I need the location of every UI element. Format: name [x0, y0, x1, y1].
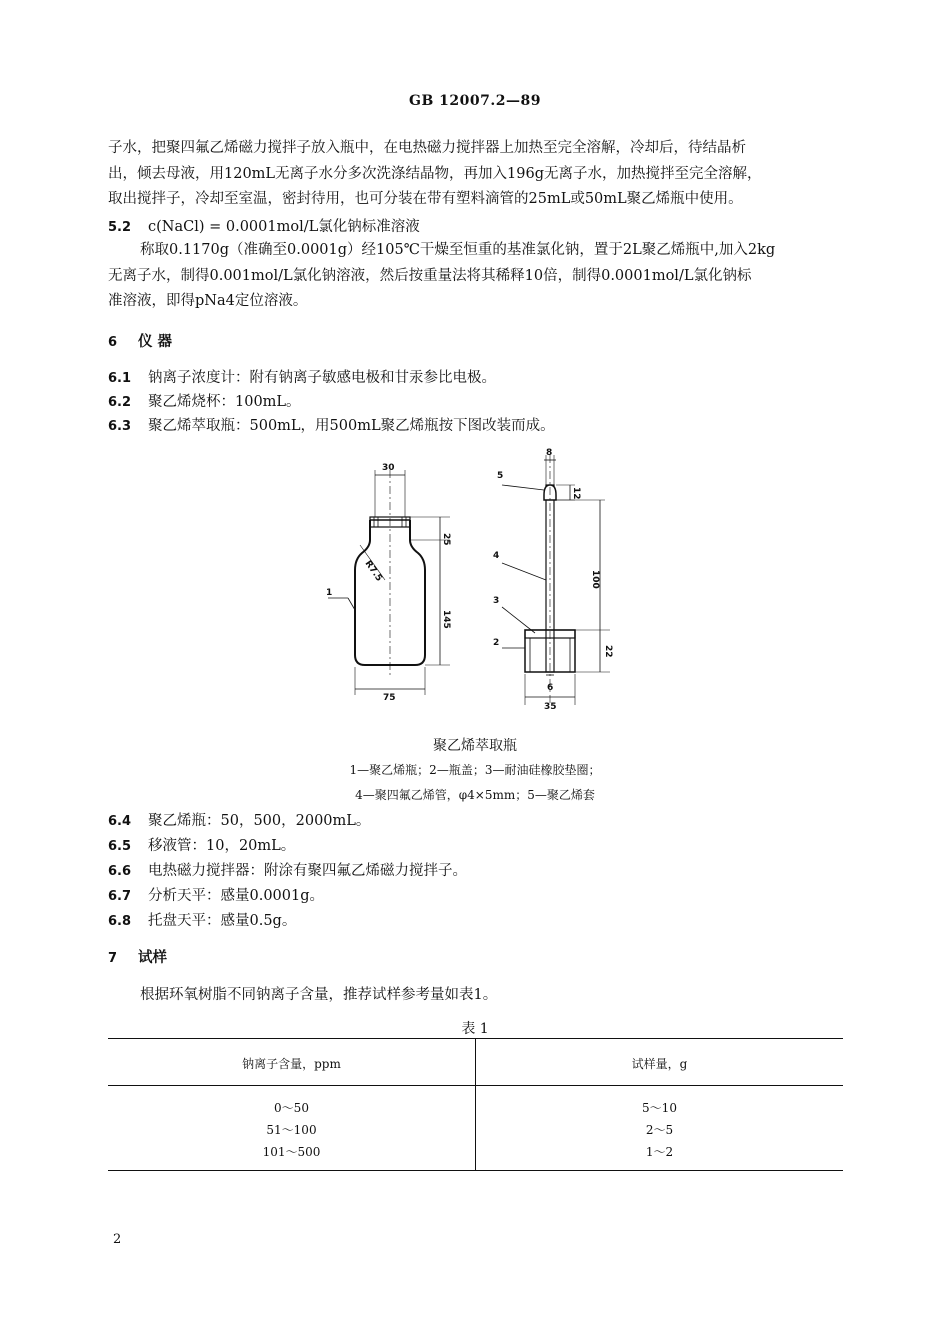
dim-22: 22 — [603, 645, 613, 658]
table-title: 表 1 — [461, 1021, 489, 1037]
extraction-bottle-drawing — [310, 445, 640, 715]
item-text: 电热磁力搅拌器：附涂有聚四氟乙烯磁力搅拌子。 — [148, 863, 467, 879]
item-number: 6.1 — [108, 371, 132, 386]
item-6-8 — [108, 909, 296, 930]
section-number: 6 — [108, 335, 118, 350]
bottle-left-dims — [326, 463, 451, 703]
item-number: 6.7 — [108, 889, 132, 904]
item-6-2 — [108, 390, 301, 411]
table-cell: 101～500 — [262, 1145, 321, 1159]
section-title: c(NaCl) = 0.0001mol/L氯化钠标准溶液 — [148, 219, 420, 235]
paragraph-continuation — [108, 136, 848, 213]
item-6-3 — [108, 414, 555, 435]
item-6-1 — [108, 366, 496, 387]
item-text: 钠离子浓度计：附有钠离子敏感电极和甘汞参比电极。 — [148, 370, 496, 386]
item-6-6 — [108, 859, 467, 880]
item-number: 6.8 — [108, 914, 132, 929]
table-header-cell: 钠离子含量，ppm — [242, 1057, 341, 1071]
section-title: 仪 器 — [138, 333, 173, 350]
section-number: 7 — [108, 951, 118, 966]
table-cell: 51～100 — [266, 1123, 317, 1137]
dim-100: 100 — [590, 570, 600, 589]
dim-35: 35 — [544, 702, 557, 712]
callout-4: 4 — [493, 551, 500, 561]
paragraph-5-2 — [108, 238, 848, 315]
callout-1: 1 — [326, 588, 333, 598]
page-header: GB 12007.2—89 — [409, 93, 541, 109]
table-bottom-rule — [108, 1170, 843, 1171]
text-line: 准溶液，即得pNa4定位溶液。 — [108, 293, 308, 309]
dim-145: 145 — [441, 610, 451, 629]
section-number: 5.2 — [108, 220, 132, 235]
item-number: 6.5 — [108, 839, 132, 854]
section-7-heading — [108, 946, 167, 967]
dim-30: 30 — [382, 463, 395, 473]
section-6-heading — [108, 330, 172, 351]
dim-12: 12 — [571, 487, 581, 500]
dim-6: 6 — [547, 683, 554, 693]
item-number: 6.2 — [108, 395, 132, 410]
table-cell: 0～50 — [274, 1101, 309, 1115]
figure-legend-line-1: 1—聚乙烯瓶；2—瓶盖；3—耐油硅橡胶垫圈； — [349, 763, 601, 777]
item-text: 分析天平：感量0.0001g。 — [148, 888, 325, 904]
item-6-7 — [108, 884, 324, 905]
text-line: 子水，把聚四氟乙烯磁力搅拌子放入瓶中，在电热磁力搅拌器上加热至完全溶解，冷却后，待结晶析 — [108, 140, 746, 156]
dim-25: 25 — [441, 533, 451, 546]
callout-3: 3 — [493, 596, 500, 606]
dim-8: 8 — [546, 448, 553, 458]
dim-75: 75 — [383, 693, 396, 703]
item-number: 6.4 — [108, 814, 132, 829]
table-cell: 1～2 — [645, 1145, 674, 1159]
page-number: 2 — [113, 1232, 122, 1247]
figure-legend-line-2: 4—聚四氟乙烯管，φ4×5mm；5—聚乙烯套 — [355, 788, 595, 802]
text-line: 称取0.1170g（准确至0.0001g）经105℃干燥至恒重的基准氯化钠，置于2L聚乙烯瓶中,加入2kg — [140, 242, 776, 258]
bottle-left-view — [328, 470, 450, 695]
paragraph-7: 根据环氧树脂不同钠离子含量，推荐试样参考量如表1。 — [140, 987, 498, 1003]
item-text: 聚乙烯萃取瓶：500mL，用500mL聚乙烯瓶按下图改装而成。 — [148, 418, 555, 434]
section-title: 试样 — [138, 949, 167, 966]
figure-title: 聚乙烯萃取瓶 — [433, 738, 517, 754]
table-header-cell: 试样量，g — [631, 1057, 688, 1071]
dim-r75: R7.5 — [362, 558, 384, 584]
item-6-5 — [108, 834, 295, 855]
text-line: 出，倾去母液，用120mL无离子水分多次洗涤结晶物，再加入196g无离子水，加热搅拌至完全溶解， — [108, 165, 762, 182]
item-6-4 — [108, 809, 370, 830]
table-cell: 5～10 — [642, 1101, 677, 1115]
item-number: 6.3 — [108, 419, 132, 434]
item-number: 6.6 — [108, 864, 132, 879]
text-line: 取出搅拌子，冷却至室温，密封待用，也可分装在带有塑料滴管的25mL或50mL聚乙烯瓶中使用。 — [108, 191, 743, 207]
section-5-2-heading — [108, 215, 420, 236]
item-text: 托盘天平：感量0.5g。 — [148, 913, 297, 929]
item-text: 聚乙烯烧杯：100mL。 — [148, 394, 301, 410]
callout-2: 2 — [493, 638, 500, 648]
text-line: 无离子水，制得0.001mol/L氯化钠溶液，然后按重量法将其稀释10倍，制得0.0001mol/L氯化钠标 — [108, 267, 752, 284]
item-text: 聚乙烯瓶：50，500，2000mL。 — [148, 813, 371, 829]
item-text: 移液管：10，20mL。 — [148, 838, 296, 854]
callout-5: 5 — [497, 471, 504, 481]
table-cell: 2～5 — [645, 1123, 674, 1137]
